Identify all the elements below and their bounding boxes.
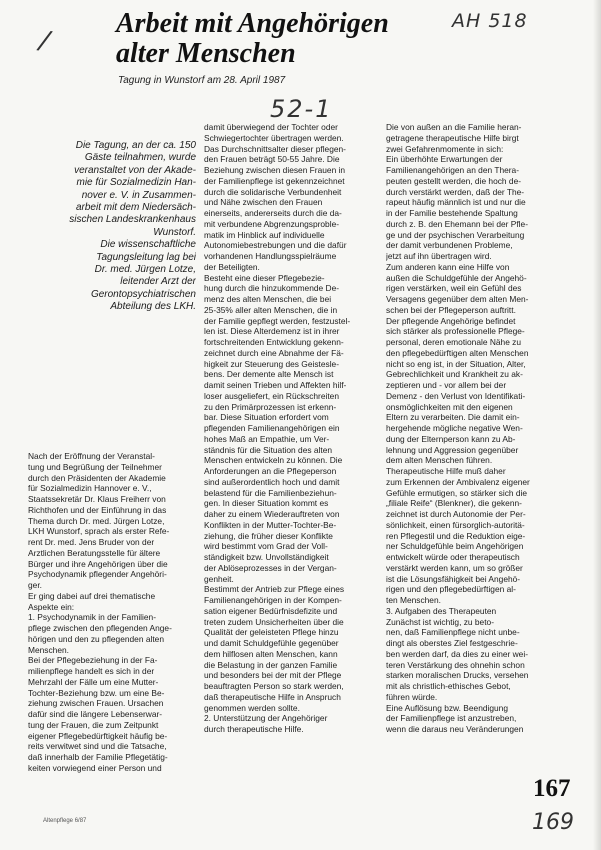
- body-text-line: tung und Begrüßung der Teilnehmer: [28, 461, 162, 472]
- body-text-line: durch verstärkt werden, daß der The-: [386, 186, 525, 197]
- body-text-line: dem hilflosen alten Menschen, kann: [204, 648, 338, 659]
- body-text-line: reits verwitwet sind und die Tatsache,: [28, 741, 167, 752]
- body-text-line: sind außerordentlich hoch und damit: [204, 476, 340, 487]
- body-text-line: Thema durch Dr. med. Jürgen Lotze,: [28, 515, 165, 526]
- body-text-line: pflege zwischen den pflegenden Ange-: [28, 623, 172, 633]
- body-text-line: zeichnet ist durch Autonomie der Per-: [386, 509, 526, 519]
- body-text-line: starken moralischen Drucks, versehen: [386, 670, 529, 681]
- body-text-line: daher zu einem Wiederauftreten von: [204, 509, 340, 519]
- body-text-line: vorhandenen Handlungsspielräume: [204, 251, 337, 261]
- body-text-line: damit überwiegend der Tochter oder: [204, 122, 338, 132]
- body-text-line: „filiale Reife“ (Blenkner), die gekenn-: [386, 498, 522, 509]
- body-text-line: ger.: [28, 580, 42, 590]
- body-text-line: Eine Auflösung bzw. Beendigung: [386, 702, 508, 713]
- body-text-line: tung der Frauen, die zum Zeitpunkt: [28, 719, 159, 730]
- body-text-line: bar. Diese Situation erfordert vom: [204, 412, 329, 423]
- text-column-3: [386, 122, 564, 735]
- body-text-line: dafür sind die längere Lebenserwar-: [28, 709, 163, 719]
- body-text-line: jetzt auf ihn übertragen wird.: [386, 251, 492, 261]
- article-title: [116, 9, 446, 69]
- intro-line: sischen Landeskrankenhaus: [69, 214, 196, 226]
- title-line-1: Arbeit mit Angehörigen: [116, 8, 389, 39]
- body-text-line: ziehung, die früher dieser Konflikte: [204, 530, 333, 541]
- body-text-line: personal, deren emotionale Nähe zu: [386, 337, 522, 347]
- body-text-line: verstärkt werden kann, um so größer: [386, 562, 523, 573]
- body-text-line: Zunächst ist wichtig, zu beto-: [386, 616, 494, 627]
- intro-line: Dr. med. Jürgen Lotze,: [94, 264, 196, 276]
- body-text-line: den pflegebedürftigen alten Menschen: [386, 347, 529, 358]
- body-text-line: zwei Gefahrenmomente in sich:: [386, 143, 504, 154]
- body-text-line: fortschreitenden Entwicklung gekenn-: [204, 337, 344, 347]
- intro-line: mie für Sozialmedizin Han-: [76, 177, 196, 189]
- body-text-line: Tochter-Beziehung bzw. um eine Be-: [28, 687, 165, 698]
- body-text-line: len ist. Diese Alterdemenz ist in ihrer: [204, 326, 340, 337]
- body-text-line: daß therapeutische Hilfe in Anspruch: [204, 691, 341, 702]
- body-text-line: der Beteiligten.: [204, 261, 260, 272]
- title-line-2: alter Menschen: [116, 38, 296, 69]
- body-text-line: Psychodynamik pflegender Angehöri-: [28, 569, 167, 580]
- body-text-line: Eltern zu verarbeiten. Die damit ein-: [386, 412, 520, 423]
- body-text-line: rapeut häufig männlich ist und nur die: [386, 197, 526, 208]
- article-subtitle: Tagung in Wunstorf am 28. April 1987: [118, 75, 286, 86]
- body-text-line: Autonomiebestrebungen und die dafür: [204, 240, 347, 251]
- body-text-line: Konflikten in der Mutter-Tochter-Be-: [204, 519, 337, 530]
- body-text-line: zu den Primärprozessen ist erkenn-: [204, 401, 337, 412]
- intro-line: Gäste teilnahmen, wurde: [84, 152, 196, 164]
- body-text-line: 1. Psychodynamik in der Familien-: [28, 612, 157, 623]
- body-text-line: LKH Wunstorf, sprach als erster Refe-: [28, 526, 170, 537]
- body-text-line: sich stärker als professionelle Pflege-: [386, 326, 525, 337]
- body-text-line: hergehende mögliche negative Wen-: [386, 423, 523, 433]
- body-text-line: Menschen entwickeln zu können. Die: [204, 455, 343, 466]
- intro-line: leitender Arzt der: [120, 276, 196, 288]
- body-text-line: ge und der psychischen Verarbeitung: [386, 229, 525, 240]
- body-text-line: Familienangehörigen in der Kompen-: [204, 595, 342, 605]
- intro-line: Abteilung des LKH.: [110, 301, 196, 313]
- body-text-line: dung der Elternperson kann zu Ab-: [386, 433, 516, 444]
- body-text-line: ner Schuldgefühle beim Angehörigen: [386, 541, 524, 552]
- body-text-line: onsmöglichkeiten mit den eigenen: [386, 401, 513, 412]
- body-text-line: wenn die daraus neu Veränderungen: [386, 724, 524, 734]
- body-text-line: Familienangehörigen an den Thera-: [386, 165, 520, 175]
- body-text-line: für Sozialmedizin Hannover e. V.,: [28, 483, 152, 494]
- body-text-line: keiten vorwiegend einer Person und: [28, 762, 162, 773]
- body-text-line: 25-35% aller alten Menschen, die in: [204, 304, 338, 315]
- body-text-line: der damit verbundenen Probleme,: [386, 240, 513, 251]
- text-column-2: [204, 122, 376, 735]
- body-text-line: 3. Aufgaben des Therapeuten: [386, 605, 497, 616]
- body-text-line: Bestimmt der Antrieb zur Pflege eines: [204, 584, 345, 595]
- intro-line: Tagungsleitung lag bei: [96, 251, 196, 263]
- body-text-line: Aspekte ein:: [28, 601, 75, 612]
- body-text-line: Beziehung zwischen diesen Frauen in: [204, 165, 346, 175]
- body-text-line: und damit Schuldgefühle gegenüber: [204, 638, 339, 648]
- intro-line: Wunstorf.: [153, 226, 196, 238]
- body-text-line: Qualität der geleisteten Pflege hinzu: [204, 627, 339, 638]
- body-text-line: dingt als oberstes Ziel festgeschrie-: [386, 638, 518, 648]
- body-text-line: lehnung und Aggression gegenüber: [386, 444, 519, 455]
- body-text-line: schen bei der Pflegeperson auftritt.: [386, 304, 516, 315]
- body-text-line: Ein überhöhte Erwartungen der: [386, 154, 503, 165]
- body-text-line: der Familie gepflegt werden, festzustel-: [204, 315, 351, 326]
- body-text-line: Bürger und ihre Angehörigen über die: [28, 558, 168, 569]
- body-text-line: genommen werden sollte.: [204, 702, 300, 713]
- body-text-line: getragene therapeutische Hilfe birgt: [386, 132, 519, 143]
- body-text-line: durch den Präsidenten der Akademie: [28, 472, 166, 483]
- body-text-line: Staatssekretär Dr. Klaus Freiherr von: [28, 494, 166, 504]
- body-text-line: peuten gestellt werden, die hoch de-: [386, 175, 522, 186]
- body-text-line: higkeit zur Steuerung des Geistesle-: [204, 358, 340, 369]
- body-text-line: der Ablöseprozesses in der Vergan-: [204, 562, 337, 573]
- body-text-line: und Nähe zwischen den Frauen: [204, 197, 323, 208]
- body-text-line: Demenz - den Verlust von Identifikati-: [386, 390, 526, 401]
- body-text-line: Besteht eine dieser Pflegebezie-: [204, 272, 325, 283]
- body-text-line: Gefühle ermutigen, so stärker sich die: [386, 487, 528, 498]
- body-text-line: durch therapeutische Hilfe.: [204, 724, 304, 734]
- body-text-line: zeichnet durch eine Abnahme der Fä-: [204, 347, 344, 358]
- body-text-line: und besonders bei der mit der Pflege: [204, 670, 342, 681]
- body-text-line: teren Verstärkung des ohnehin schon: [386, 659, 525, 670]
- body-text-line: durch die solidarische Verbundenheit: [204, 186, 342, 197]
- body-text-line: daß innerhalb der Familie Pflegetätig-: [28, 752, 168, 762]
- body-text-line: hörigen und den zu pflegenden alten: [28, 633, 164, 644]
- body-text-line: rent Dr. med. Jens Bruder von der: [28, 537, 155, 547]
- body-text-line: Mehrzahl der Fälle um eine Mutter-: [28, 676, 159, 687]
- body-text-line: eigener Pflegebedürftigkeit häufig be-: [28, 730, 168, 741]
- body-text-line: sation eigener Bedürfnisdefizite und: [204, 605, 338, 616]
- body-text-line: in der Familie bestehende Spaltung: [386, 208, 518, 218]
- body-text-line: Richthofen und der Einführung in das: [28, 504, 167, 515]
- body-text-line: ständnis für die Situation des alten: [204, 444, 333, 455]
- body-text-line: Bei der Pflegebeziehung in der Fa-: [28, 655, 158, 666]
- body-text-line: Die von außen an die Familie heran-: [386, 122, 522, 132]
- body-text-line: ziehung zwischen Frauen. Ursachen: [28, 698, 164, 709]
- intro-box: [28, 140, 196, 314]
- body-text-line: Arztlichen Beratungsstelle für ältere: [28, 547, 161, 558]
- body-text-line: milienpflege handelt es sich in der: [28, 666, 155, 676]
- body-text-line: hohes Maß an Empathie, um Ver-: [204, 433, 330, 444]
- body-text-line: zeptieren und - vor allem bei der: [386, 380, 507, 390]
- body-text-line: Das Durchschnittsalter dieser pflegen-: [204, 143, 346, 154]
- body-text-line: gen. In dieser Situation kommt es: [204, 498, 329, 509]
- body-text-line: belastend für die Familienbeziehun-: [204, 487, 337, 498]
- intro-line: nover e. V. in Zusammen-: [81, 189, 196, 201]
- text-column-1: [28, 451, 198, 774]
- intro-line: Die Tagung, an der ca. 150: [75, 140, 196, 151]
- body-text-line: den Frauen beträgt 50-55 Jahre. Die: [204, 154, 340, 165]
- body-text-line: dem alten Menschen führen.: [386, 455, 493, 466]
- body-text-line: rigen verstärken, weil ein Gefühl des: [386, 283, 522, 294]
- body-text-line: nen, daß Familienpflege nicht unbe-: [386, 627, 520, 638]
- body-text-line: der Familienpflege ist anzustreben,: [386, 713, 517, 724]
- handwritten-page-number: 169: [532, 810, 574, 835]
- page-edge-shadow: [593, 0, 601, 850]
- handwritten-mark: /: [37, 25, 52, 57]
- body-text-line: rigen und den pflegebedürftigen al-: [386, 584, 516, 595]
- body-text-line: ren Pflegestil und die Reduktion eige-: [386, 530, 526, 541]
- body-text-line: ständigkeit bzw. Unvollständigkeit: [204, 552, 329, 562]
- body-text-line: Schwiegertochter übertragen werden.: [204, 132, 344, 143]
- body-text-line: beauftragten Person so stark werden,: [204, 681, 344, 691]
- handwritten-number: 52-1: [270, 95, 333, 123]
- body-text-line: der Familienpflege ist gekennzeichnet: [204, 175, 345, 186]
- intro-line: Die wissenschaftliche: [100, 239, 196, 251]
- body-text-line: Er ging dabei auf drei thematische: [28, 590, 156, 601]
- body-text-line: treten zudem Unsicherheiten über die: [204, 616, 344, 627]
- body-text-line: Therapeutische Hilfe muß daher: [386, 466, 506, 476]
- body-text-line: Nach der Eröffnung der Veranstal-: [28, 451, 155, 461]
- body-text-line: zum Erkennen der Ambivalenz eigener: [386, 476, 530, 487]
- body-text-line: ist die Lösungsfähigkeit bei Angehö-: [386, 573, 521, 584]
- body-text-line: genheit.: [204, 573, 234, 584]
- body-text-line: Zum anderen kann eine Hilfe von: [386, 261, 510, 272]
- body-text-line: Menschen.: [28, 644, 69, 655]
- body-text-line: matik im Hinblick auf individuelle: [204, 229, 325, 240]
- body-text-line: mit als christlich-ethisches Gebot,: [386, 681, 511, 691]
- handwritten-archive-code: AH 518: [452, 10, 528, 32]
- body-text-line: ben werden darf, da dies zu einer wei-: [386, 648, 528, 659]
- intro-line: arbeit mit dem Niedersäch-: [75, 202, 196, 214]
- body-text-line: Gebrechlichkeit und Krankheit zu ak-: [386, 369, 523, 380]
- page-number: 167: [533, 775, 571, 802]
- body-text-line: nicht so eng ist, in der Situation, Alter,: [386, 358, 526, 369]
- body-text-line: außen die Schuldgefühle der Angehö-: [386, 272, 527, 283]
- body-text-line: menz des alten Menschen, die bei: [204, 294, 332, 304]
- body-text-line: wird bestimmt vom Grad der Voll-: [204, 541, 328, 552]
- body-text-line: entwickelt würde oder therapeutisch: [386, 552, 520, 562]
- body-text-line: loser ausgeliefert, ein Rückschreiten: [204, 390, 339, 401]
- body-text-line: damit seinen Trieben und Affekten hilf-: [204, 380, 347, 390]
- body-text-line: 2. Unterstützung der Angehöriger: [204, 713, 328, 724]
- body-text-line: durch z. B. den Ehemann bei der Pfle-: [386, 218, 528, 229]
- body-text-line: sönlichkeit, einen fürsorglich-autoritä-: [386, 519, 525, 530]
- intro-line: Gerontopsychiatrischen: [90, 288, 196, 300]
- body-text-line: pflegenden Familienangehörigen ein: [204, 423, 340, 433]
- body-text-line: einerseits, andererseits durch die da-: [204, 208, 342, 218]
- body-text-line: Der pflegende Angehörige befindet: [386, 315, 516, 326]
- intro-line: veranstaltet von der Akade-: [74, 164, 196, 176]
- body-text-line: mit verbundene Abgrenzungsproble-: [204, 218, 340, 229]
- body-text-line: bens. Der demente alte Mensch ist: [204, 369, 334, 380]
- body-text-line: die Belastung in der ganzen Familie: [204, 659, 338, 670]
- body-text-line: Anforderungen an die Pflegeperson: [204, 466, 337, 476]
- body-text-line: Versagens gegenüber dem alten Men-: [386, 294, 529, 304]
- body-text-line: hung durch die hinzukommende De-: [204, 283, 340, 294]
- body-text-line: führen würde.: [386, 691, 438, 702]
- footer-imprint: Altenpflege 6/87: [43, 818, 87, 824]
- body-text-line: ten Menschen.: [386, 595, 441, 605]
